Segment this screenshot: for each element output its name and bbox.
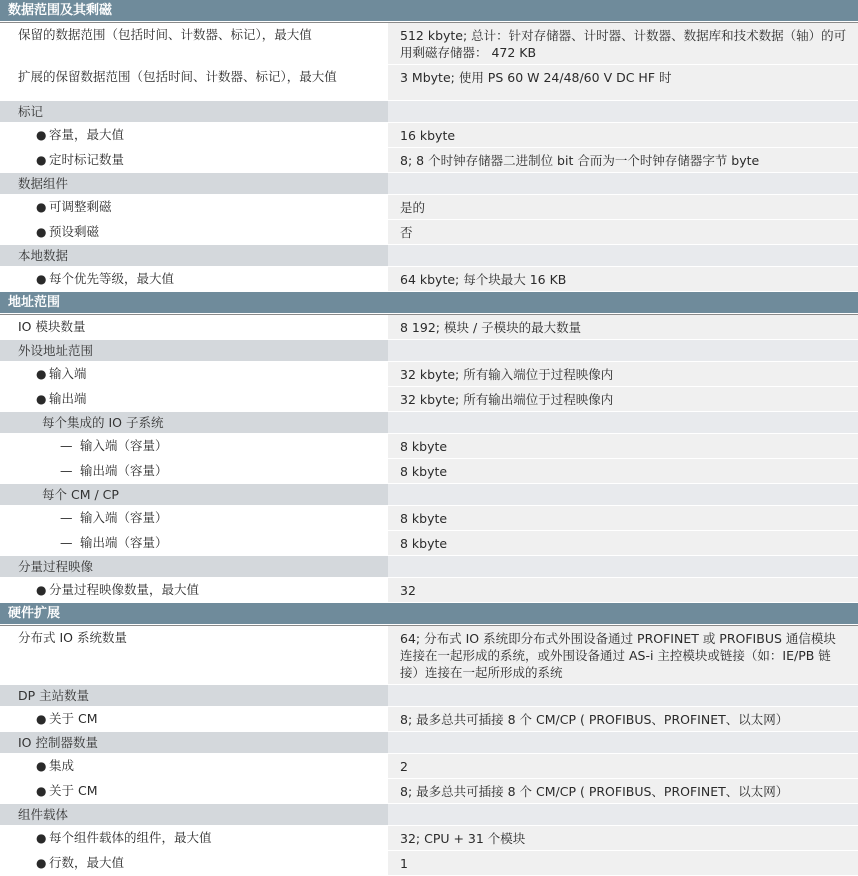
bullet-icon: ●: [36, 128, 47, 142]
spec-label: [0, 826, 388, 850]
dash-icon: —: [60, 535, 73, 550]
spec-label-text: 输出端（容量）: [80, 535, 168, 550]
section-title: 数据范围及其剩磁: [8, 3, 113, 18]
spec-value: 8 kbyte: [388, 506, 858, 530]
section-header: [0, 603, 858, 625]
group-header: [0, 412, 858, 434]
bullet-icon: ●: [36, 153, 47, 167]
spec-row: [0, 434, 858, 459]
spec-value: 3 Mbyte; 使用 PS 60 W 24/48/60 V DC HF 时: [388, 65, 858, 100]
bullet-icon: ●: [36, 392, 47, 406]
spec-label-text: 输入端（容量）: [80, 438, 168, 453]
spec-row: [0, 148, 858, 173]
spec-value: 64; 分布式 IO 系统即分布式外围设备通过 PROFINET 或 PROFIBUS 通信模块连接在一起形成的系统，或外围设备通过 AS-i 主控模块或链接（如：IE/PB 链接）连接在一起所形成的系统: [388, 626, 858, 684]
group-label: 数据组件: [18, 176, 69, 191]
dash-icon: —: [60, 438, 73, 453]
section-title: 地址范围: [8, 295, 61, 310]
spec-label-text: 输入端（容量）: [80, 510, 168, 525]
spec-label: [0, 148, 388, 172]
spec-row: [0, 459, 858, 484]
spec-row: [0, 754, 858, 779]
spec-row: [0, 506, 858, 531]
spec-row: [0, 826, 858, 851]
group-header: [0, 556, 858, 578]
spec-label-text: 输入端: [49, 366, 87, 381]
bullet-icon: ●: [36, 367, 47, 381]
bullet-icon: ●: [36, 200, 47, 214]
group-header: [0, 484, 858, 506]
spec-label: [0, 315, 388, 339]
group-value-cell: [388, 173, 858, 194]
spec-value: 32; CPU + 31 个模块: [388, 826, 858, 850]
bullet-icon: ●: [36, 831, 47, 845]
group-label: 分量过程映像: [18, 559, 94, 574]
spec-label-text: 容量，最大值: [49, 127, 125, 142]
spec-row: [0, 195, 858, 220]
bullet-icon: ●: [36, 712, 47, 726]
spec-label-text: 定时标记数量: [49, 152, 125, 167]
spec-row: [0, 123, 858, 148]
spec-value: 2: [388, 754, 858, 778]
spec-label: [0, 707, 388, 731]
spec-label-text: 关于 CM: [49, 783, 98, 798]
group-label: 组件载体: [18, 807, 69, 822]
spec-value: 32: [388, 578, 858, 602]
spec-label: [0, 779, 388, 803]
spec-label-text: 可调整剩磁: [49, 199, 112, 214]
group-label: 标记: [18, 104, 44, 119]
spec-label: [0, 65, 388, 100]
spec-label: [0, 434, 388, 458]
spec-label: [0, 195, 388, 219]
spec-label: [0, 578, 388, 602]
spec-value: 512 kbyte; 总计：针对存储器、计时器、计数器、数据库和技术数据（轴）的可用剩磁存储器： 472 KB: [388, 23, 858, 64]
section-header: [0, 292, 858, 314]
spec-label-text: 输出端: [49, 391, 87, 406]
group-label: 外设地址范围: [18, 343, 94, 358]
group-value-cell: [388, 804, 858, 825]
group-value-cell: [388, 340, 858, 361]
group-header: [0, 685, 858, 707]
spec-label: [0, 267, 388, 291]
spec-label-text: IO 模块数量: [18, 319, 86, 334]
spec-label-text: 保留的数据范围（包括时间、计数器、标记），最大值: [18, 27, 312, 42]
spec-label-text: 每个优先等级，最大值: [49, 271, 175, 286]
spec-row: [0, 314, 858, 340]
spec-value: 16 kbyte: [388, 123, 858, 147]
section-title: 硬件扩展: [8, 606, 61, 621]
spec-value: 64 kbyte; 每个块最大 16 KB: [388, 267, 858, 291]
bullet-icon: ●: [36, 583, 47, 597]
group-value-cell: [388, 412, 858, 433]
spec-label: [0, 506, 388, 530]
group-label: 本地数据: [18, 248, 69, 263]
bullet-icon: ●: [36, 856, 47, 870]
spec-label-text: 每个组件载体的组件，最大值: [49, 830, 212, 845]
spec-label: [0, 123, 388, 147]
group-header: [0, 173, 858, 195]
bullet-icon: ●: [36, 225, 47, 239]
spec-label: [0, 362, 388, 386]
group-header: [0, 804, 858, 826]
spec-label-text: 输出端（容量）: [80, 463, 168, 478]
group-value-cell: [388, 484, 858, 505]
bullet-icon: ●: [36, 759, 47, 773]
spec-row: [0, 531, 858, 556]
spec-label-text: 分量过程映像数量，最大值: [49, 582, 200, 597]
spec-row: [0, 779, 858, 804]
section-header: [0, 0, 858, 22]
group-label: DP 主站数量: [18, 688, 90, 703]
spec-value: 8 kbyte: [388, 531, 858, 555]
spec-label-text: 分布式 IO 系统数量: [18, 630, 127, 645]
spec-value: 8 192; 模块 / 子模块的最大数量: [388, 315, 858, 339]
group-label: IO 控制器数量: [18, 735, 98, 750]
group-value-cell: [388, 685, 858, 706]
spec-row: [0, 65, 858, 101]
spec-row: [0, 625, 858, 685]
spec-row: [0, 707, 858, 732]
spec-row: [0, 362, 858, 387]
spec-value: 32 kbyte; 所有输入端位于过程映像内: [388, 362, 858, 386]
spec-row: [0, 851, 858, 876]
group-header: [0, 101, 858, 123]
bullet-icon: ●: [36, 272, 47, 286]
spec-label: [0, 220, 388, 244]
bullet-icon: ●: [36, 784, 47, 798]
spec-label-text: 关于 CM: [49, 711, 98, 726]
spec-label: [0, 459, 388, 483]
spec-value: 是的: [388, 195, 858, 219]
spec-row: [0, 267, 858, 292]
group-value-cell: [388, 556, 858, 577]
spec-label: [0, 851, 388, 875]
spec-value: 32 kbyte; 所有输出端位于过程映像内: [388, 387, 858, 411]
spec-value: 8 kbyte: [388, 459, 858, 483]
group-value-cell: [388, 732, 858, 753]
dash-icon: —: [60, 510, 73, 525]
spec-label-text: 行数，最大值: [49, 855, 125, 870]
spec-label-text: 预设剩磁: [49, 224, 100, 239]
group-header: [0, 340, 858, 362]
spec-label: [0, 23, 388, 64]
dash-icon: —: [60, 463, 73, 478]
spec-label: [0, 387, 388, 411]
spec-value: 否: [388, 220, 858, 244]
spec-value: 8; 最多总共可插接 8 个 CM/CP ( PROFIBUS、PROFINET、以太网）: [388, 779, 858, 803]
spec-row: [0, 220, 858, 245]
spec-row: [0, 387, 858, 412]
spec-label-text: 扩展的保留数据范围（包括时间、计数器、标记），最大值: [18, 69, 337, 84]
group-value-cell: [388, 101, 858, 122]
spec-value: 8; 8 个时钟存储器二进制位 bit 合而为一个时钟存储器字节 byte: [388, 148, 858, 172]
spec-label: [0, 754, 388, 778]
group-label: 每个 CM / CP: [42, 487, 119, 502]
spec-value: 8; 最多总共可插接 8 个 CM/CP ( PROFIBUS、PROFINET、以太网）: [388, 707, 858, 731]
spec-label-text: 集成: [49, 758, 75, 773]
spec-value: 8 kbyte: [388, 434, 858, 458]
group-value-cell: [388, 245, 858, 266]
group-label: 每个集成的 IO 子系统: [42, 415, 164, 430]
spec-label: [0, 531, 388, 555]
spec-label: [0, 626, 388, 684]
group-header: [0, 245, 858, 267]
spec-row: [0, 22, 858, 65]
spec-row: [0, 578, 858, 603]
spec-value: 1: [388, 851, 858, 875]
group-header: [0, 732, 858, 754]
